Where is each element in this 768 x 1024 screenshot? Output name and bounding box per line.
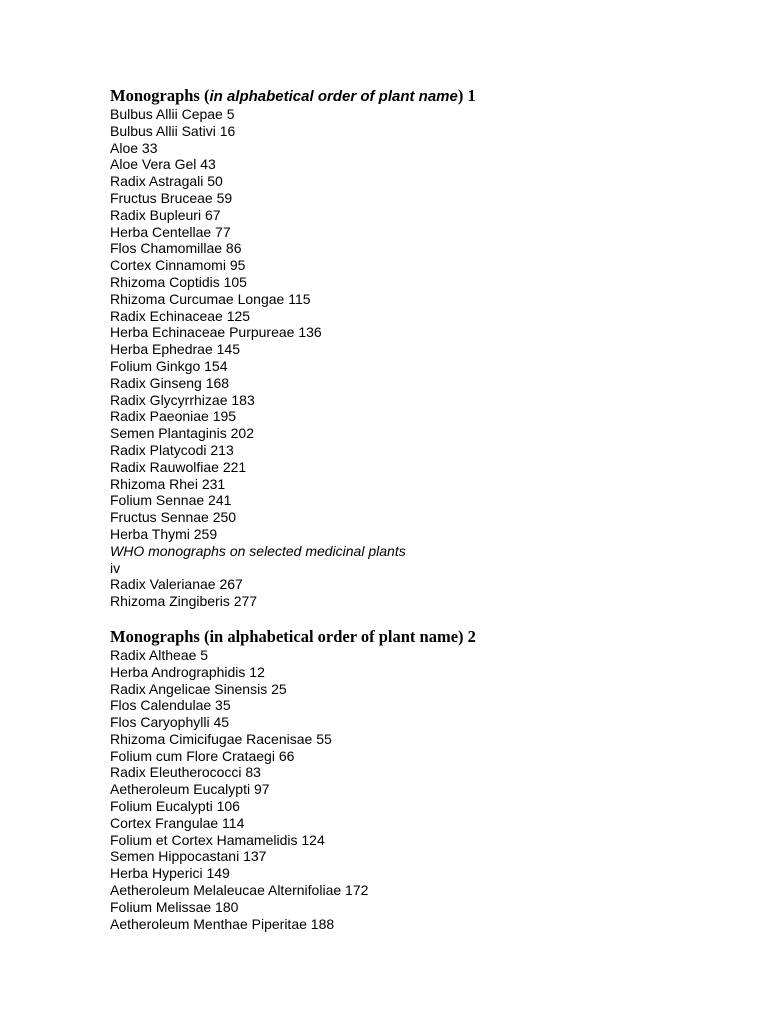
- list-item: Herba Echinaceae Purpureae 136: [110, 324, 322, 341]
- list-item: Aetheroleum Menthae Piperitae 188: [110, 915, 335, 932]
- section-2-list: [110, 647, 730, 933]
- list-item: Folium Ginkgo 154: [110, 357, 228, 374]
- list-item: Aloe 33: [110, 139, 158, 156]
- list-item: iv: [110, 559, 121, 576]
- list-item: Flos Chamomillae 86: [110, 240, 242, 257]
- list-item: Flos Calendulae 35: [110, 697, 231, 714]
- list-item: Aetheroleum Melaleucae Alternifoliae 172: [110, 882, 369, 899]
- list-item: Folium cum Flore Crataegi 66: [110, 747, 295, 764]
- list-item: Radix Platycodi 213: [110, 441, 234, 458]
- list-item: Rhizoma Curcumae Longae 115: [110, 290, 311, 307]
- list-item: Radix Echinaceae 125: [110, 307, 251, 324]
- section-1-heading: [110, 86, 730, 106]
- document-page: [110, 86, 730, 932]
- list-item: Rhizoma Zingiberis 277: [110, 593, 258, 610]
- section-gap: [110, 610, 730, 627]
- list-item: Semen Plantaginis 202: [110, 425, 254, 442]
- list-item: Rhizoma Coptidis 105: [110, 273, 247, 290]
- list-item: Folium Melissae 180: [110, 898, 239, 915]
- section-1-heading-italic: in alphabetical order of plant name: [209, 88, 458, 105]
- list-item: Radix Glycyrrhizae 183: [110, 391, 255, 408]
- list-item: Fructus Sennae 250: [110, 509, 237, 526]
- section-1-heading-suffix: ) 1: [457, 86, 476, 105]
- list-item: Herba Centellae 77: [110, 223, 231, 240]
- list-item: Bulbus Allii Cepae 5: [110, 106, 235, 122]
- section-1-list: [110, 106, 730, 610]
- list-item: Aloe Vera Gel 43: [110, 156, 216, 173]
- list-item: Herba Andrographidis 12: [110, 663, 265, 680]
- list-item: Aetheroleum Eucalypti 97: [110, 781, 270, 798]
- list-item: Flos Caryophylli 45: [110, 714, 230, 731]
- list-item: Folium Eucalypti 106: [110, 798, 240, 815]
- list-item: WHO monographs on selected medicinal plants: [110, 542, 406, 559]
- list-item: Fructus Bruceae 59: [110, 189, 233, 206]
- list-item: Cortex Frangulae 114: [110, 814, 245, 831]
- list-item: Rhizoma Cimicifugae Racenisae 55: [110, 730, 332, 747]
- list-item: Cortex Cinnamomi 95: [110, 257, 246, 274]
- list-item: Herba Hyperici 149: [110, 865, 230, 882]
- list-item: Radix Astragali 50: [110, 173, 223, 190]
- section-1-heading-prefix: Monographs (: [110, 86, 210, 105]
- list-item: Radix Paeoniae 195: [110, 408, 237, 425]
- list-item: Folium et Cortex Hamamelidis 124: [110, 831, 325, 848]
- list-item: Radix Angelicae Sinensis 25: [110, 680, 287, 697]
- list-item: Radix Valerianae 267: [110, 576, 243, 593]
- list-item: Semen Hippocastani 137: [110, 848, 267, 865]
- section-2-heading: Monographs (in alphabetical order of plant name) 2: [110, 626, 476, 646]
- list-item: Radix Ginseng 168: [110, 374, 230, 391]
- list-item: Radix Bupleuri 67: [110, 206, 221, 223]
- list-item: Radix Altheae 5: [110, 646, 209, 663]
- list-item: Herba Thymi 259: [110, 525, 218, 542]
- list-item: Bulbus Allii Sativi 16: [110, 122, 236, 139]
- list-item: Radix Rauwolfiae 221: [110, 458, 247, 475]
- list-item: Herba Ephedrae 145: [110, 341, 240, 358]
- list-item: Folium Sennae 241: [110, 492, 232, 509]
- list-item: Radix Eleutherococci 83: [110, 764, 261, 781]
- list-item: Rhizoma Rhei 231: [110, 475, 226, 492]
